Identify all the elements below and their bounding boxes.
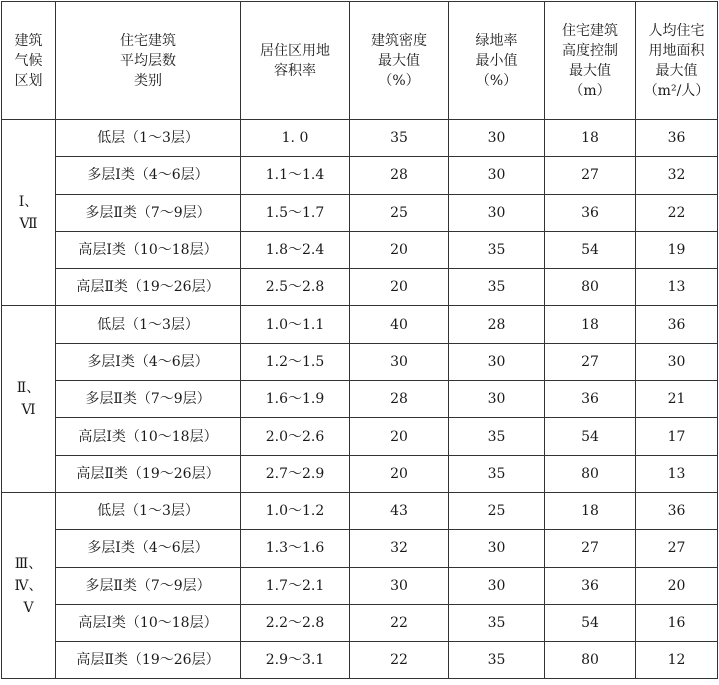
height-limit-cell: 80 (545, 269, 636, 306)
header-row (2, 2, 718, 120)
floor-category-cell: 多层Ⅰ类（4～6层） (56, 343, 241, 380)
floor-category-cell: 高层Ⅰ类（10～18层） (56, 604, 241, 641)
floor-category-cell: 多层Ⅱ类（7～9层） (56, 381, 241, 418)
land-per-capita-cell: 21 (636, 381, 718, 418)
header-line: 建筑 (14, 32, 43, 49)
header-line: （m） (569, 82, 611, 99)
green-ratio-cell: 30 (449, 381, 545, 418)
climate-zone-cell (2, 492, 56, 678)
land-per-capita-cell: 27 (636, 530, 718, 567)
header-line: 住宅建筑 (120, 32, 176, 49)
building-density-cell: 30 (350, 567, 449, 604)
zone-line: Ⅴ (23, 599, 34, 616)
height-limit-cell: 18 (545, 120, 636, 157)
green-ratio-cell: 30 (449, 343, 545, 380)
climate-zone-cell (2, 306, 56, 492)
header-line: 最小值 (475, 52, 518, 69)
table-row (2, 269, 718, 306)
height-limit-cell: 54 (545, 231, 636, 268)
land-per-capita-cell: 36 (636, 120, 718, 157)
table-row (2, 530, 718, 567)
building-density-cell: 25 (350, 194, 449, 231)
plot-ratio-cell: 2.0～2.6 (241, 418, 350, 455)
header-line: 容积率 (274, 62, 316, 79)
zone-line: Ⅳ、 (14, 577, 43, 594)
green-ratio-cell: 35 (449, 269, 545, 306)
header-building-density (350, 2, 449, 120)
plot-ratio-cell: 2.5～2.8 (241, 269, 350, 306)
land-per-capita-cell: 13 (636, 455, 718, 492)
header-line: 区划 (14, 72, 43, 89)
green-ratio-cell: 25 (449, 492, 545, 529)
zone-line: Ⅱ、 (16, 380, 41, 397)
table-row (2, 642, 718, 679)
building-density-cell: 35 (350, 120, 449, 157)
green-ratio-cell: 35 (449, 418, 545, 455)
land-per-capita-cell: 20 (636, 567, 718, 604)
height-limit-cell: 80 (545, 455, 636, 492)
floor-category-cell: 高层Ⅱ类（19～26层） (56, 642, 241, 679)
building-density-cell: 20 (350, 269, 449, 306)
building-density-cell: 20 (350, 455, 449, 492)
table-row (2, 567, 718, 604)
header-line: 居住区用地 (260, 42, 330, 59)
land-per-capita-cell: 36 (636, 492, 718, 529)
height-limit-cell: 27 (545, 530, 636, 567)
header-land-per-capita (636, 2, 718, 120)
header-line: 气候 (14, 52, 43, 69)
building-density-cell: 40 (350, 306, 449, 343)
building-density-cell: 28 (350, 381, 449, 418)
green-ratio-cell: 35 (449, 604, 545, 641)
plot-ratio-cell: 1.7～2.1 (241, 567, 350, 604)
climate-zone-cell (2, 120, 56, 306)
header-line: 住宅建筑 (562, 22, 618, 39)
green-ratio-cell: 30 (449, 567, 545, 604)
building-density-cell: 30 (350, 343, 449, 380)
zone-line: Ⅰ、 (18, 193, 39, 210)
header-line: 用地面积 (648, 42, 705, 59)
floor-category-cell: 高层Ⅱ类（19～26层） (56, 269, 241, 306)
table-row (2, 194, 718, 231)
residential-indicator-table (1, 1, 718, 679)
land-per-capita-cell: 16 (636, 604, 718, 641)
land-per-capita-cell: 30 (636, 343, 718, 380)
building-density-cell: 32 (350, 530, 449, 567)
plot-ratio-cell: 2.2～2.8 (241, 604, 350, 641)
floor-category-cell: 低层（1～3层） (56, 306, 241, 343)
land-per-capita-cell: 13 (636, 269, 718, 306)
plot-ratio-cell: 1.3～1.6 (241, 530, 350, 567)
height-limit-cell: 36 (545, 194, 636, 231)
header-line: （%） (475, 72, 518, 89)
building-density-cell: 20 (350, 418, 449, 455)
building-density-cell: 22 (350, 604, 449, 641)
floor-category-cell: 多层Ⅱ类（7～9层） (56, 194, 241, 231)
zone-line: Ⅶ (19, 215, 38, 232)
land-per-capita-cell: 17 (636, 418, 718, 455)
height-limit-cell: 80 (545, 642, 636, 679)
table-row (2, 231, 718, 268)
zone-line: Ⅵ (21, 402, 36, 419)
land-per-capita-cell: 19 (636, 231, 718, 268)
floor-category-cell: 高层Ⅰ类（10～18层） (56, 231, 241, 268)
green-ratio-cell: 30 (449, 120, 545, 157)
plot-ratio-cell: 1.0～1.1 (241, 306, 350, 343)
header-line: 高度控制 (562, 42, 618, 59)
building-density-cell: 28 (350, 157, 449, 194)
floor-category-cell: 高层Ⅰ类（10～18层） (56, 418, 241, 455)
header-line: 类别 (134, 72, 162, 89)
floor-category-cell: 多层Ⅰ类（4～6层） (56, 530, 241, 567)
land-per-capita-cell: 22 (636, 194, 718, 231)
table-row (2, 306, 718, 343)
green-ratio-cell: 28 (449, 306, 545, 343)
floor-category-cell: 高层Ⅱ类（19～26层） (56, 455, 241, 492)
header-height-limit (545, 2, 636, 120)
header-line: （%） (378, 72, 420, 89)
header-line: 平均层数 (120, 52, 176, 69)
green-ratio-cell: 30 (449, 194, 545, 231)
table-row (2, 418, 718, 455)
plot-ratio-cell: 2.9～3.1 (241, 642, 350, 679)
plot-ratio-cell: 1.8～2.4 (241, 231, 350, 268)
plot-ratio-cell: 1.6～1.9 (241, 381, 350, 418)
height-limit-cell: 27 (545, 157, 636, 194)
height-limit-cell: 18 (545, 306, 636, 343)
table-row (2, 381, 718, 418)
building-density-cell: 20 (350, 231, 449, 268)
header-line: 绿地率 (475, 32, 518, 49)
header-line: 人均住宅 (648, 22, 705, 39)
height-limit-cell: 18 (545, 492, 636, 529)
plot-ratio-cell: 1.2～1.5 (241, 343, 350, 380)
green-ratio-cell: 35 (449, 455, 545, 492)
green-ratio-cell: 30 (449, 530, 545, 567)
floor-category-cell: 多层Ⅰ类（4～6层） (56, 157, 241, 194)
green-ratio-cell: 35 (449, 231, 545, 268)
header-floor-category (56, 2, 241, 120)
floor-category-cell: 多层Ⅱ类（7～9层） (56, 567, 241, 604)
header-line: （m²/人） (643, 82, 710, 99)
height-limit-cell: 36 (545, 567, 636, 604)
height-limit-cell: 36 (545, 381, 636, 418)
land-per-capita-cell: 32 (636, 157, 718, 194)
table-row (2, 455, 718, 492)
floor-category-cell: 低层（1～3层） (56, 492, 241, 529)
land-per-capita-cell: 12 (636, 642, 718, 679)
height-limit-cell: 27 (545, 343, 636, 380)
floor-category-cell: 低层（1～3层） (56, 120, 241, 157)
green-ratio-cell: 35 (449, 642, 545, 679)
zone-line: Ⅲ、 (14, 555, 43, 572)
land-per-capita-cell: 36 (636, 306, 718, 343)
table-row (2, 157, 718, 194)
table-row (2, 604, 718, 641)
green-ratio-cell: 30 (449, 157, 545, 194)
plot-ratio-cell: 1. 0 (241, 120, 350, 157)
plot-ratio-cell: 1.5～1.7 (241, 194, 350, 231)
header-line: 建筑密度 (371, 32, 427, 49)
building-density-cell: 22 (350, 642, 449, 679)
header-line: 最大值 (378, 52, 420, 69)
table-row (2, 120, 718, 157)
table-row (2, 492, 718, 529)
header-climate-zone (2, 2, 56, 120)
header-line: 最大值 (569, 62, 611, 79)
height-limit-cell: 54 (545, 418, 636, 455)
plot-ratio-cell: 2.7～2.9 (241, 455, 350, 492)
plot-ratio-cell: 1.0～1.2 (241, 492, 350, 529)
height-limit-cell: 54 (545, 604, 636, 641)
table-row (2, 343, 718, 380)
plot-ratio-cell: 1.1～1.4 (241, 157, 350, 194)
header-plot-ratio (241, 2, 350, 120)
building-density-cell: 43 (350, 492, 449, 529)
header-line: 最大值 (655, 62, 698, 79)
header-green-ratio (449, 2, 545, 120)
